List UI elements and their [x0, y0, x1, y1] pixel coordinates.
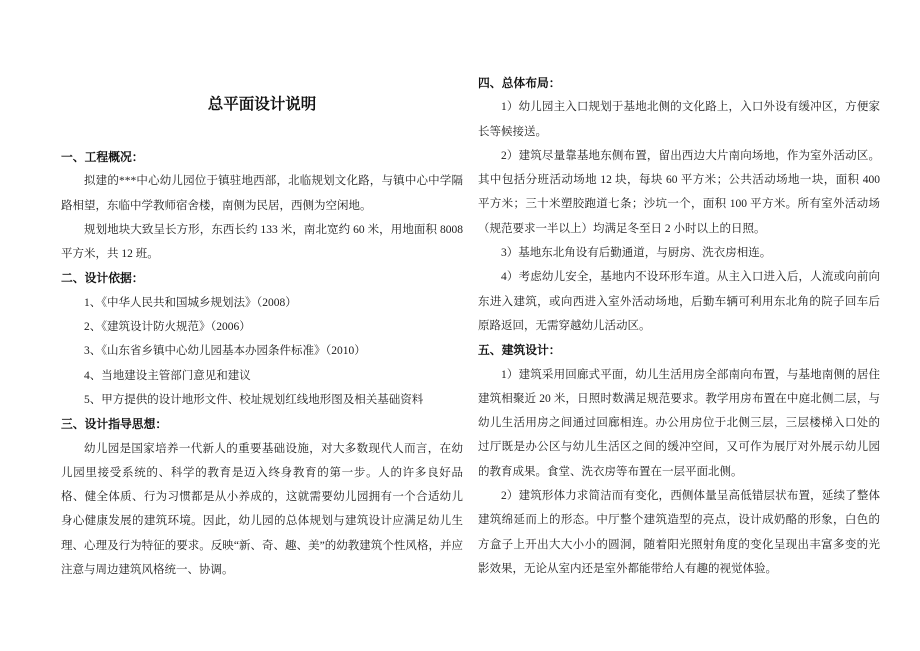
paragraph: 2）建筑形体力求简洁而有变化，西侧体量呈高低错层状布置，延续了整体建筑绵延而上的形态。中厅整个建筑造型的亮点，设计成奶酪的形象，白色的方盒子上开出大大小小的圆洞，随着阳光照射角度的变化呈现出丰富多变的光影效果，无论从室内还是室外都能带给人有趣的视觉体验。 — [478, 490, 880, 575]
list-item: 5、甲方提供的设计地形文件、校址规划红线地形图及相关基础资料 — [84, 393, 424, 406]
section-heading-architectural-design: 五、建筑设计： — [478, 343, 561, 358]
paragraph: 2）建筑尽量靠基地东侧布置，留出西边大片南向场地，作为室外活动区。其中包括分班活动场地 12 块，每块 60 平方米；公共活动场地一块，面积 400 平方米；三十米塑胶跑道七条；沙坑一个，面积 100 平方米。所有室外活动场（规范要求一半以上）均满足冬至日 2 小时以上的日照。 — [478, 149, 880, 235]
list-item: 4、当地建设主管部门意见和建议 — [84, 369, 251, 382]
list-item: 1、《中华人民共和国城乡规划法》（2008） — [84, 296, 297, 309]
paragraph: 4）考虑幼儿安全，基地内不设环形车道。从主入口进入后，人流或向前向东进入建筑，或向西进入室外活动场地，后勤车辆可利用东北角的院子回车后原路返回，无需穿越幼儿活动区。 — [478, 271, 880, 332]
paragraph: 幼儿园是国家培养一代新人的重要基础设施，对大多数现代人而言，在幼儿园里接受系统的、科学的教育是迈入终身教育的第一步。人的许多良好品格、健全体质、行为习惯都是从小养成的，这就需要幼儿园拥有一个合适幼儿身心健康发展的建筑环境。因此，幼儿园的总体规划与建筑设计应满足幼儿生理、心理及行为特征的要求。反映“新、奇、趣、美”的幼教建筑个性风格，并应注意与周边建筑风格统一、协调。 — [61, 442, 463, 577]
paragraph: 1）建筑采用回廊式平面，幼儿生活用房全部南向布置，与基地南侧的居住建筑相聚近 20 米，日照时数满足规范要求。教学用房布置在中庭北侧二层，与幼儿生活用房之间通过回廊相连。办公用房位于北侧三层，三层楼梯入口处的过厅既是办公区与幼儿生活区之间的缓冲空间，又可作为展厅对外展示幼儿园的教育成果。食堂、洗衣房等布置在一层平面北侧。 — [478, 368, 880, 478]
section-heading-overall-layout: 四、总体布局： — [478, 76, 561, 90]
section-heading-design-guiding-ideology: 三、设计指导思想： — [61, 417, 168, 432]
paragraph: 规划地块大致呈长方形，东西长约 133 米，南北宽约 60 米，用地面积 8008 平方米，共 12 班。 — [61, 223, 463, 261]
paragraph: 3）基地东北角设有后勤通道，与厨房、洗衣房相连。 — [501, 247, 772, 260]
document-title: 总平面设计说明 — [207, 96, 317, 113]
section-heading-design-basis: 二、设计依据： — [61, 271, 144, 286]
paragraph: 拟建的***中心幼儿园位于镇驻地西部，北临规划文化路，与镇中心中学隔路相望，东临中学教师宿舍楼，南侧为民居，西侧为空闲地。 — [61, 175, 463, 212]
section-heading-project-overview: 一、工程概况： — [61, 150, 144, 164]
right-column — [478, 71, 880, 581]
list-item: 3、《山东省乡镇中心幼儿园基本办园条件标准》（2010） — [84, 345, 366, 358]
list-item: 2、《建筑设计防火规范》（2006） — [84, 321, 251, 334]
paragraph: 1）幼儿园主入口规划于基地北侧的文化路上，入口外设有缓冲区，方便家长等候接送。 — [478, 101, 880, 138]
left-column — [61, 95, 463, 582]
